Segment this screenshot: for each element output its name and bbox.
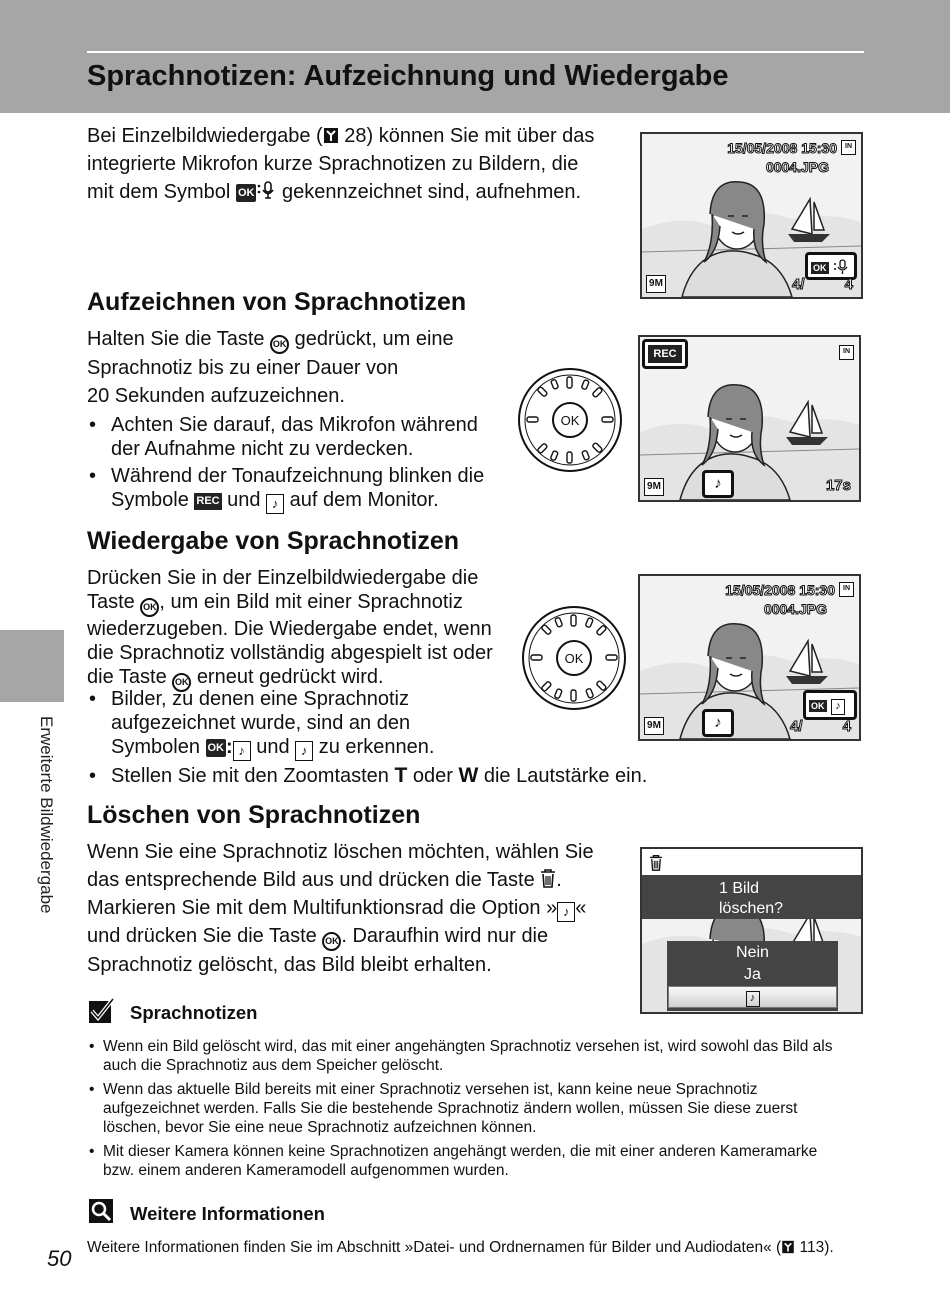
page-number: 50 (47, 1246, 72, 1271)
microphone-icon (833, 259, 851, 275)
multi-selector-dial-2 (521, 605, 627, 711)
rec-icon: REC (194, 493, 221, 510)
option-no[interactable]: Nein (736, 944, 769, 961)
music-note-icon: ♪ (295, 741, 313, 761)
screen-datetime: 15/05/2008 15:30 (727, 140, 837, 156)
list-item: • Während der Tonaufzeichnung blinken die Symbole REC und ♪ auf dem Monitor. (87, 464, 507, 514)
trash-icon (649, 854, 663, 871)
music-note-icon: ♪ (702, 470, 734, 498)
checkmark-note-icon (88, 997, 116, 1025)
music-note-icon: ♪ (702, 709, 734, 737)
ok-badge-icon: OK (813, 263, 827, 273)
memory-icon: IN (839, 345, 854, 360)
header-rule (87, 51, 864, 53)
more-info-title: Weitere Informationen (130, 1203, 325, 1224)
play-paragraph: Drücken Sie in der Einzelbildwiedergabe die Taste OK , um ein Bild mit einer Sprachnotiz wiederzugeben. Die Wiedergabe endet, wenn die Sprachnotiz vollständig abgespielt ist oder die Taste OK erneut gedrückt wird. (87, 566, 517, 692)
heading-delete: Löschen von Sprachnotizen (87, 801, 421, 829)
dial-ok-label: OK (564, 651, 584, 666)
list-item: • Achten Sie darauf, das Mikrofon während der Aufnahme nicht zu verdecken. (87, 413, 507, 461)
frame-counter-current: 4/ (792, 276, 805, 293)
ok-badge-icon: OK (811, 701, 825, 711)
dial-ok-label: OK (560, 413, 580, 428)
ok-button-icon: OK (322, 932, 341, 951)
option-yes[interactable]: Ja (744, 966, 761, 983)
camera-screen-playback-2 (638, 574, 861, 741)
list-item: • Wenn ein Bild gelöscht wird, das mit einer angehängten Sprachnotiz versehen ist, wird sowohl das Bild als auch die Sprachnotiz aus dem Speicher gelöscht. (87, 1037, 867, 1075)
delete-screen-topbar (642, 849, 861, 875)
music-note-icon: ♪ (266, 494, 284, 514)
zoom-tele-key: T (394, 764, 408, 787)
delete-paragraph: Wenn Sie eine Sprachnotiz löschen möchten, wählen Sie das entsprechende Bild aus und drücken die Taste . Markieren Sie mit dem Multifunktionsrad die Option » ♪ « und drücken Sie die Taste OK . Daraufhin wird nur die Sprachnotiz gelöscht, das Bild bleibt erhalten. (87, 841, 594, 976)
ok-badge-icon: OK (206, 739, 227, 757)
microphone-icon (256, 180, 276, 200)
frame-counter-total: 4 (842, 718, 851, 735)
zoom-wide-key: W (458, 764, 479, 787)
voice-memo-indicator (803, 690, 857, 720)
image-size-icon: 9M (646, 275, 666, 293)
memory-icon: IN (839, 582, 854, 597)
list-item: • Mit dieser Kamera können keine Sprachnotizen angehängt werden, die mit einer anderen Kameramarke bzw. einem anderen Kameramodell aufgenommen wurden. (87, 1142, 867, 1180)
multi-selector-dial-1 (517, 367, 623, 473)
ok-button-icon: OK (270, 335, 289, 354)
delete-options-menu (667, 941, 838, 1011)
more-info-text: Weitere Informationen finden Sie im Abschnitt »Datei- und Ordnernamen für Bilder und Audiodaten« ( 113). (87, 1239, 834, 1256)
list-item: • Stellen Sie mit den Zoomtasten T oder W die Lautstärke ein. (87, 764, 687, 788)
note-title: Sprachnotizen (130, 1002, 258, 1023)
frame-counter-total: 4 (844, 276, 853, 293)
camera-screen-delete (640, 847, 863, 1014)
music-note-icon: ♪ (557, 902, 575, 922)
image-size-icon: 9M (644, 717, 664, 735)
list-item: • Wenn das aktuelle Bild bereits mit einer Sprachnotiz versehen ist, kann keine neue Sprachnotiz aufgezeichnet werden. Falls Sie die bestehende Sprachnotiz ändern wollen, müssen Sie diese zuerst löschen, bevor Sie eine neue Sprachnotiz aufzeichnen können. (87, 1080, 867, 1137)
screen-filename: 0004.JPG (765, 159, 829, 175)
book-ref-icon (781, 1240, 795, 1254)
note-bullets (87, 1037, 867, 1185)
ok-button-icon: OK (140, 598, 159, 617)
delete-prompt: 1 Bild löschen? (642, 875, 861, 919)
trash-icon (540, 868, 556, 888)
magnifier-info-icon (88, 1198, 116, 1226)
heading-record: Aufzeichnen von Sprachnotizen (87, 288, 467, 316)
record-paragraph: Halten Sie die Taste OK gedrückt, um eine Sprachnotiz bis zu einer Dauer von 20 Sekunden aufzuzeichnen. (87, 328, 454, 407)
screen-filename: 0004.JPG (763, 601, 827, 617)
record-bullets (87, 413, 507, 517)
ok-button-icon: OK (172, 673, 191, 692)
camera-screen-playback-1 (640, 132, 863, 299)
record-timer: 17s (825, 477, 851, 494)
frame-counter-current: 4/ (790, 718, 803, 735)
chapter-tab (0, 630, 64, 702)
rec-icon: REC (648, 345, 682, 363)
rec-indicator (642, 339, 688, 369)
list-item: • Bilder, zu denen eine Sprachnotiz aufgezeichnet wurde, sind an den Symbolen OK : ♪ und ♪ zu erkennen. (87, 687, 687, 761)
header-band (0, 0, 950, 113)
music-note-icon: ♪ (831, 699, 845, 715)
memory-icon: IN (841, 140, 856, 155)
image-size-icon: 9M (644, 478, 664, 496)
ok-badge-icon: OK (236, 184, 257, 202)
page-title: Sprachnotizen: Aufzeichnung und Wiedergabe (87, 60, 729, 92)
music-note-icon: ♪ (233, 741, 251, 761)
screen-datetime: 15/05/2008 15:30 (725, 582, 835, 598)
intro-paragraph: Bei Einzelbildwiedergabe ( 28) können Sie mit über das integrierte Mikrofon kurze Sprachnotizen zu Bildern, die mit dem Symbol OK gekennzeichnet sind, aufnehmen. (87, 125, 595, 203)
option-voice-memo-selected[interactable] (668, 986, 837, 1008)
music-note-icon: ♪ (746, 991, 760, 1007)
camera-screen-recording (638, 335, 861, 502)
heading-play: Wiedergabe von Sprachnotizen (87, 527, 460, 555)
book-ref-icon (323, 127, 339, 144)
chapter-label: Erweiterte Bildwiedergabe (37, 716, 56, 914)
